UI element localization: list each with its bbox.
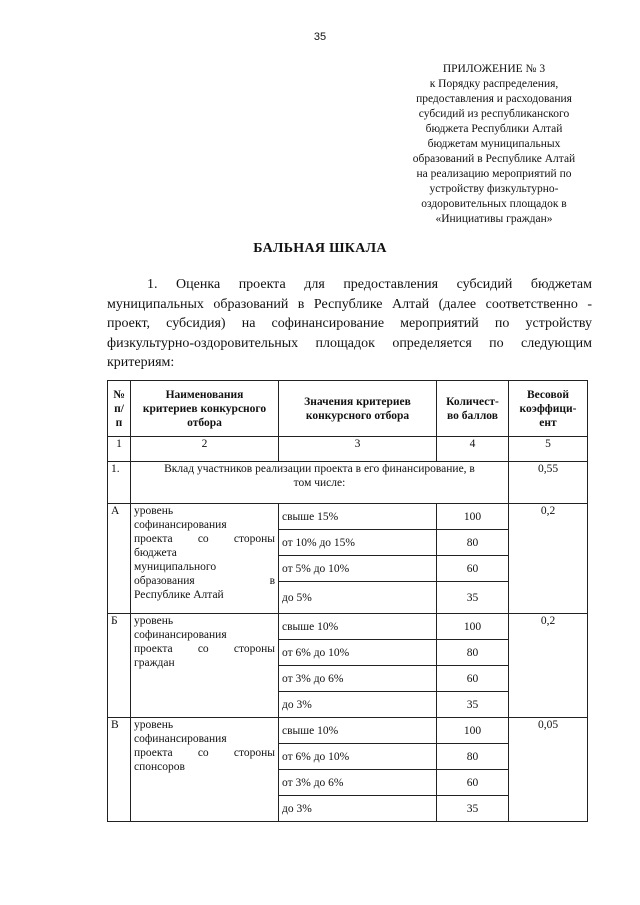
- section-number: 1.: [108, 462, 131, 504]
- group-letter: Б: [108, 614, 131, 718]
- criteria-table: [107, 380, 588, 822]
- points-value: 80: [437, 640, 509, 666]
- criterion-value: от 3% до 6%: [279, 770, 437, 796]
- intro-line: критериям:: [107, 355, 175, 370]
- criterion-value: свыше 10%: [279, 614, 437, 640]
- appendix-line: устройству физкультурно-: [429, 183, 559, 195]
- header-num: № п/ п: [108, 381, 131, 437]
- table-row: [108, 614, 588, 640]
- section-row: [108, 462, 588, 504]
- points-value: 35: [437, 692, 509, 718]
- criterion-value: от 10% до 15%: [279, 530, 437, 556]
- intro-line: проект, субсидия) на софинансирование мероприятий по устройству: [107, 316, 592, 331]
- points-value: 60: [437, 666, 509, 692]
- column-number: 2: [131, 437, 279, 462]
- group-weight: 0,2: [509, 504, 588, 614]
- header-criterion-values: Значения критериев конкурсного отбора: [279, 381, 437, 437]
- criterion-value: свыше 10%: [279, 718, 437, 744]
- intro-line: физкультурно-оздоровительных площадок определяется по следующим: [107, 335, 592, 351]
- appendix-line: бюджета Республики Алтай: [425, 123, 563, 135]
- intro-line: муниципальных образований в Республике Алтай (далее соответственно -: [107, 296, 592, 312]
- table-row: [108, 504, 588, 530]
- criterion-name: уровень софинансирования проекта со стороны бюджета муниципального образования в Республике Алтай: [131, 504, 279, 614]
- column-number: 3: [279, 437, 437, 462]
- intro-line: 1. Оценка проекта для предоставления субсидий бюджетам: [147, 277, 592, 292]
- appendix-line: на реализацию мероприятий по: [416, 168, 572, 180]
- header-criterion-name: Наименования критериев конкурсного отбора: [131, 381, 279, 437]
- points-value: 100: [437, 504, 509, 530]
- criterion-value: свыше 15%: [279, 504, 437, 530]
- appendix-line: ПРИЛОЖЕНИЕ № 3: [442, 63, 546, 75]
- criterion-value: до 3%: [279, 796, 437, 822]
- criterion-value: до 5%: [279, 582, 437, 614]
- group-letter: В: [108, 718, 131, 822]
- section-weight: 0,55: [509, 462, 588, 504]
- group-weight: 0,2: [509, 614, 588, 718]
- document-title: БАЛЬНАЯ ШКАЛА: [253, 241, 387, 256]
- group-letter: А: [108, 504, 131, 614]
- points-value: 100: [437, 718, 509, 744]
- column-number: 5: [509, 437, 588, 462]
- criterion-value: от 6% до 10%: [279, 744, 437, 770]
- points-value: 80: [437, 744, 509, 770]
- points-value: 35: [437, 796, 509, 822]
- appendix-line: к Порядку распределения,: [429, 78, 559, 90]
- intro-paragraph: [107, 275, 592, 373]
- header-weight: Весовой коэффици- ент: [509, 381, 588, 437]
- column-number: 4: [437, 437, 509, 462]
- column-number-row: [108, 437, 588, 462]
- section-description: Вклад участников реализации проекта в его финансирование, в том числе:: [131, 462, 509, 504]
- points-value: 100: [437, 614, 509, 640]
- column-number: 1: [108, 437, 131, 462]
- criterion-value: от 6% до 10%: [279, 640, 437, 666]
- group-weight: 0,05: [509, 718, 588, 822]
- appendix-header: [398, 62, 590, 227]
- criterion-value: до 3%: [279, 692, 437, 718]
- appendix-line: предоставления и расходования: [416, 93, 572, 105]
- criterion-name: уровень софинансирования проекта со стороны граждан: [131, 614, 279, 718]
- points-value: 60: [437, 556, 509, 582]
- points-value: 60: [437, 770, 509, 796]
- table-header-row: [108, 381, 588, 437]
- points-value: 35: [437, 582, 509, 614]
- table-row: [108, 718, 588, 744]
- criterion-value: от 3% до 6%: [279, 666, 437, 692]
- appendix-line: «Инициативы граждан»: [435, 213, 553, 225]
- appendix-line: оздоровительных площадок в: [421, 198, 567, 210]
- criterion-name: уровень софинансирования проекта со стороны спонсоров: [131, 718, 279, 822]
- points-value: 80: [437, 530, 509, 556]
- page-number: 35: [313, 31, 327, 43]
- appendix-line: образований в Республике Алтай: [412, 153, 576, 165]
- appendix-line: бюджетам муниципальных: [427, 138, 561, 150]
- header-points: Количест- во баллов: [437, 381, 509, 437]
- appendix-line: субсидий из республиканского: [418, 108, 570, 120]
- criterion-value: от 5% до 10%: [279, 556, 437, 582]
